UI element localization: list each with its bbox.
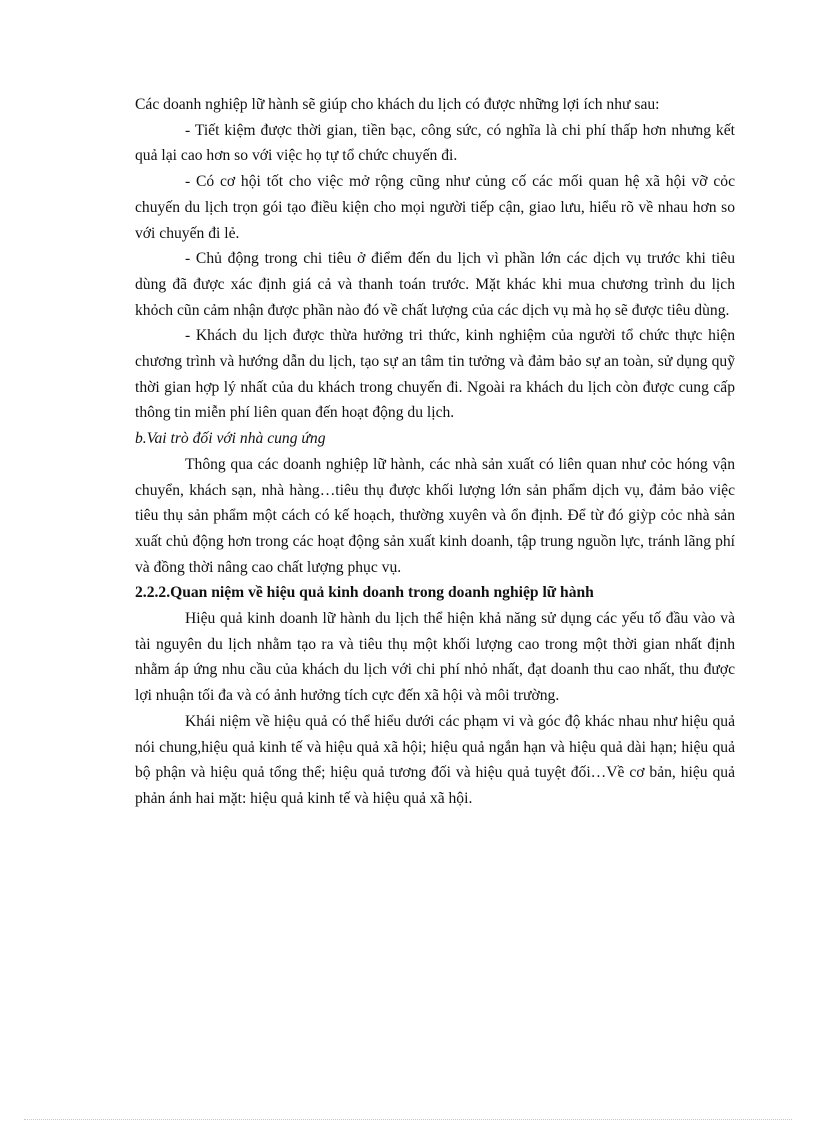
section-heading: 2.2.2.Quan niệm về hiệu quả kinh doanh trong doanh nghiệp lữ hành <box>135 584 594 602</box>
subheading-supplier-role: b.Vai trò đối với nhà cung ứng <box>135 430 326 448</box>
supplier-paragraph: Thông qua các doanh nghiệp lữ hành, các nhà sản xuất có liên quan như cỏc hóng vận chuyển, khách sạn, nhà hàng…tiêu thụ được khối lượng lớn sản phẩm dịch vụ, đảm bảo việc tiêu thụ sản phẩm một cách có kế hoạch, thường xuyên và ổn định. Để từ đó giỳp cỏc nhà sản xuất chủ động hơn trong các hoạt động sản xuất kinh doanh, tập trung nguồn lực, tránh lãng phí và đồng thời nâng cao chất lượng phục vụ. <box>135 455 735 576</box>
efficiency-paragraph-2: Khái niệm về hiệu quả có thể hiểu dưới các phạm vi và góc độ khác nhau như hiệu quả nói chung,hiệu quả kinh tế và hiệu quả xã hội; hiệu quả ngắn hạn và hiệu quả dài hạn; hiệu quả bộ phận và hiệu quả tổng thể; hiệu quả tương đối và hiệu quả tuyệt đối…Về cơ bản, hiệu quả phản ánh hai mặt: hiệu quả kinh tế và hiệu quả xã hội. <box>135 712 735 807</box>
page-bottom-rule <box>24 1119 792 1120</box>
benefit-item-3: - Chủ động trong chi tiêu ở điểm đến du lịch vì phần lớn các dịch vụ trước khi tiêu dùng đã được xác định giá cả và thanh toán trước. Mặt khác khi mua chương trình du lịch khỏch cũn cảm nhận được phần nào đó về chất lượng của các dịch vụ mà họ sẽ được tiêu dùng. <box>135 250 735 319</box>
benefit-item-1: - Tiết kiệm được thời gian, tiền bạc, công sức, có nghĩa là chi phí thấp hơn nhưng kết quả lại cao hơn so với việc họ tự tổ chức chuyến đi. <box>135 121 735 165</box>
document-body <box>135 92 735 812</box>
benefit-item-2: - Có cơ hội tốt cho việc mở rộng cũng như củng cố các mối quan hệ xã hội vỡ cỏc chuyến du lịch trọn gói tạo điều kiện cho mọi người tiếp cận, giao lưu, hiểu rõ về nhau hơn so với chuyến đi lẻ. <box>135 173 735 242</box>
intro-paragraph: Các doanh nghiệp lữ hành sẽ giúp cho khách du lịch có được những lợi ích như sau: <box>135 96 660 113</box>
efficiency-paragraph-1: Hiệu quả kinh doanh lữ hành du lịch thể hiện khả năng sử dụng các yếu tố đầu vào và tài nguyên du lịch nhằm tạo ra và tiêu thụ một khối lượng cao trong một thời gian nhất định nhằm áp ứng nhu cầu của khách du lịch với chi phí nhỏ nhất, đạt doanh thu cao nhất, thu được lợi nhuận tối đa và có ảnh hưởng tích cực đến xã hội và môi trường. <box>135 610 735 705</box>
benefit-item-4: - Khách du lịch được thừa hưởng tri thức, kinh nghiệm của người tổ chức thực hiện chương trình và hướng dẫn du lịch, tạo sự an tâm tin tưởng và đảm bảo sự an toàn, sử dụng quỹ thời gian hợp lý nhất của du khách trong chuyến đi. Ngoài ra khách du lịch còn được cung cấp thông tin miễn phí liên quan đến hoạt động du lịch. <box>135 327 735 422</box>
